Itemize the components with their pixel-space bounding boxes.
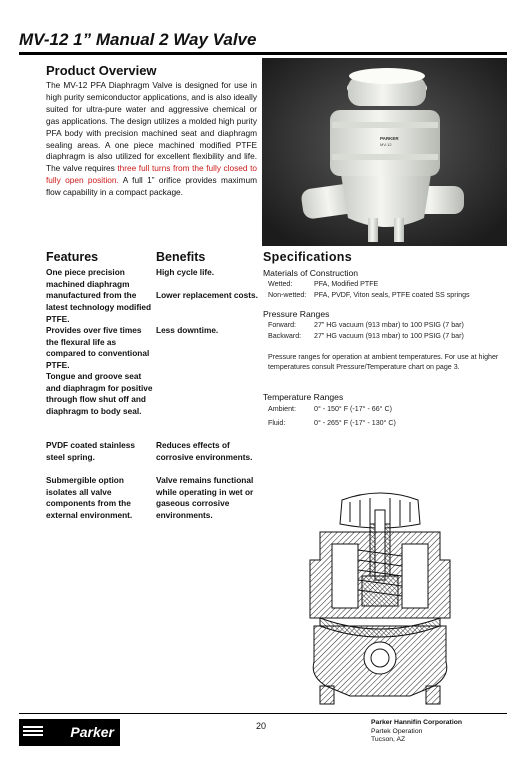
pressure-heading: Pressure Ranges [263, 309, 330, 319]
overview-paragraph [46, 80, 257, 199]
spec-value: 27” HG vacuum (913 mbar) to 100 PSIG (7 bar) [314, 321, 464, 329]
feature-item: Tongue and groove seat and diaphragm for positive through flow shut off and diaphragm to body seal. [46, 371, 153, 417]
spec-value: 27” HG vacuum (913 mbar) to 100 PSIG (7 bar) [314, 332, 464, 340]
spec-label: Wetted: [268, 280, 293, 288]
benefit-item: High cycle life. [156, 267, 215, 277]
valve-photo-drawing [262, 58, 507, 246]
logo-stripes-icon [23, 726, 43, 738]
feature-item: One piece precision machined diaphragm manufactured from the latest technology modified PTFE. [46, 267, 152, 324]
spec-label: Non-wetted: [268, 291, 307, 299]
feature-item: Provides over five times the flexural life as compared to conventional PTFE. [46, 325, 150, 371]
valve-cross-section-drawing [300, 490, 460, 705]
benefit-item: Lower replacement costs. [156, 290, 258, 300]
spec-backward [268, 332, 464, 340]
product-photo [262, 58, 507, 246]
benefit-item: Less downtime. [156, 325, 219, 335]
overview-text-highlight: three full turns from the fully closed to fully open position. [46, 163, 257, 186]
page-title: MV-12 1” Manual 2 Way Valve [19, 30, 257, 49]
temperature-heading: Temperature Ranges [263, 392, 344, 402]
spec-nonwetted [268, 291, 470, 299]
spec-label: Backward: [268, 332, 302, 340]
company-name: Parker Hannifin Corporation [371, 719, 463, 726]
specifications-heading: Specifications [263, 250, 352, 264]
photo-label-model: MV-12 [380, 142, 392, 147]
feature-item: PVDF coated stainless steel spring. [46, 440, 135, 462]
footer-rule [19, 713, 507, 714]
spec-label: Ambient: [268, 405, 296, 413]
spec-forward [268, 321, 464, 329]
spec-value: PFA, PVDF, Viton seals, PTFE coated SS springs [314, 291, 470, 299]
benefits-heading: Benefits [156, 250, 206, 264]
parker-logo [19, 719, 120, 746]
company-division: Partek Operation [371, 727, 423, 735]
spec-label: Forward: [268, 321, 296, 329]
overview-text-after: A full 1” orifice provides maximum flow capability in a compact package. [46, 175, 257, 198]
title-rule [19, 52, 507, 55]
photo-label-brand: PARKER [380, 136, 399, 141]
spec-label: Fluid: [268, 419, 286, 427]
logo-text: Parker [70, 724, 114, 740]
spec-wetted [268, 280, 378, 288]
feature-item: Submergible option isolates all valve components from the external environment. [46, 475, 133, 521]
materials-heading: Materials of Construction [263, 268, 359, 278]
pressure-note: Pressure ranges for operation at ambient temperatures. For use at higher temperatures consult Pressure/Temperature chart on page 3. [268, 353, 499, 371]
overview-heading: Product Overview [46, 63, 157, 78]
company-location: Tucson, AZ [371, 736, 406, 744]
spec-value: 0° - 150° F (-17° - 66° C) [314, 405, 392, 413]
company-info [371, 719, 462, 745]
features-heading: Features [46, 250, 99, 264]
benefit-item: Valve remains functional while operating in wet or gaseous corrosive environments. [156, 475, 254, 521]
overview-text-before: The MV-12 PFA Diaphragm Valve is designed for use in high purity semiconductor applications, and is also ideally suited for ultra-pure water and aggressive chemical or gas applications. The design utilizes a molded high purity PFA body with precision machined seat and diaphragm sealing areas. A one piece machined modified PTFE diaphragm is also utilized for excellent flexibility and life. The valve requires [46, 80, 257, 174]
spec-value: PFA, Modified PTFE [314, 280, 379, 288]
page-number: 20 [256, 721, 267, 731]
spec-value: 0° - 265° F (-17° - 130° C) [314, 419, 396, 427]
spec-ambient [268, 405, 392, 413]
benefit-item: Reduces effects of corrosive environments. [156, 440, 253, 462]
spec-fluid [268, 419, 396, 427]
